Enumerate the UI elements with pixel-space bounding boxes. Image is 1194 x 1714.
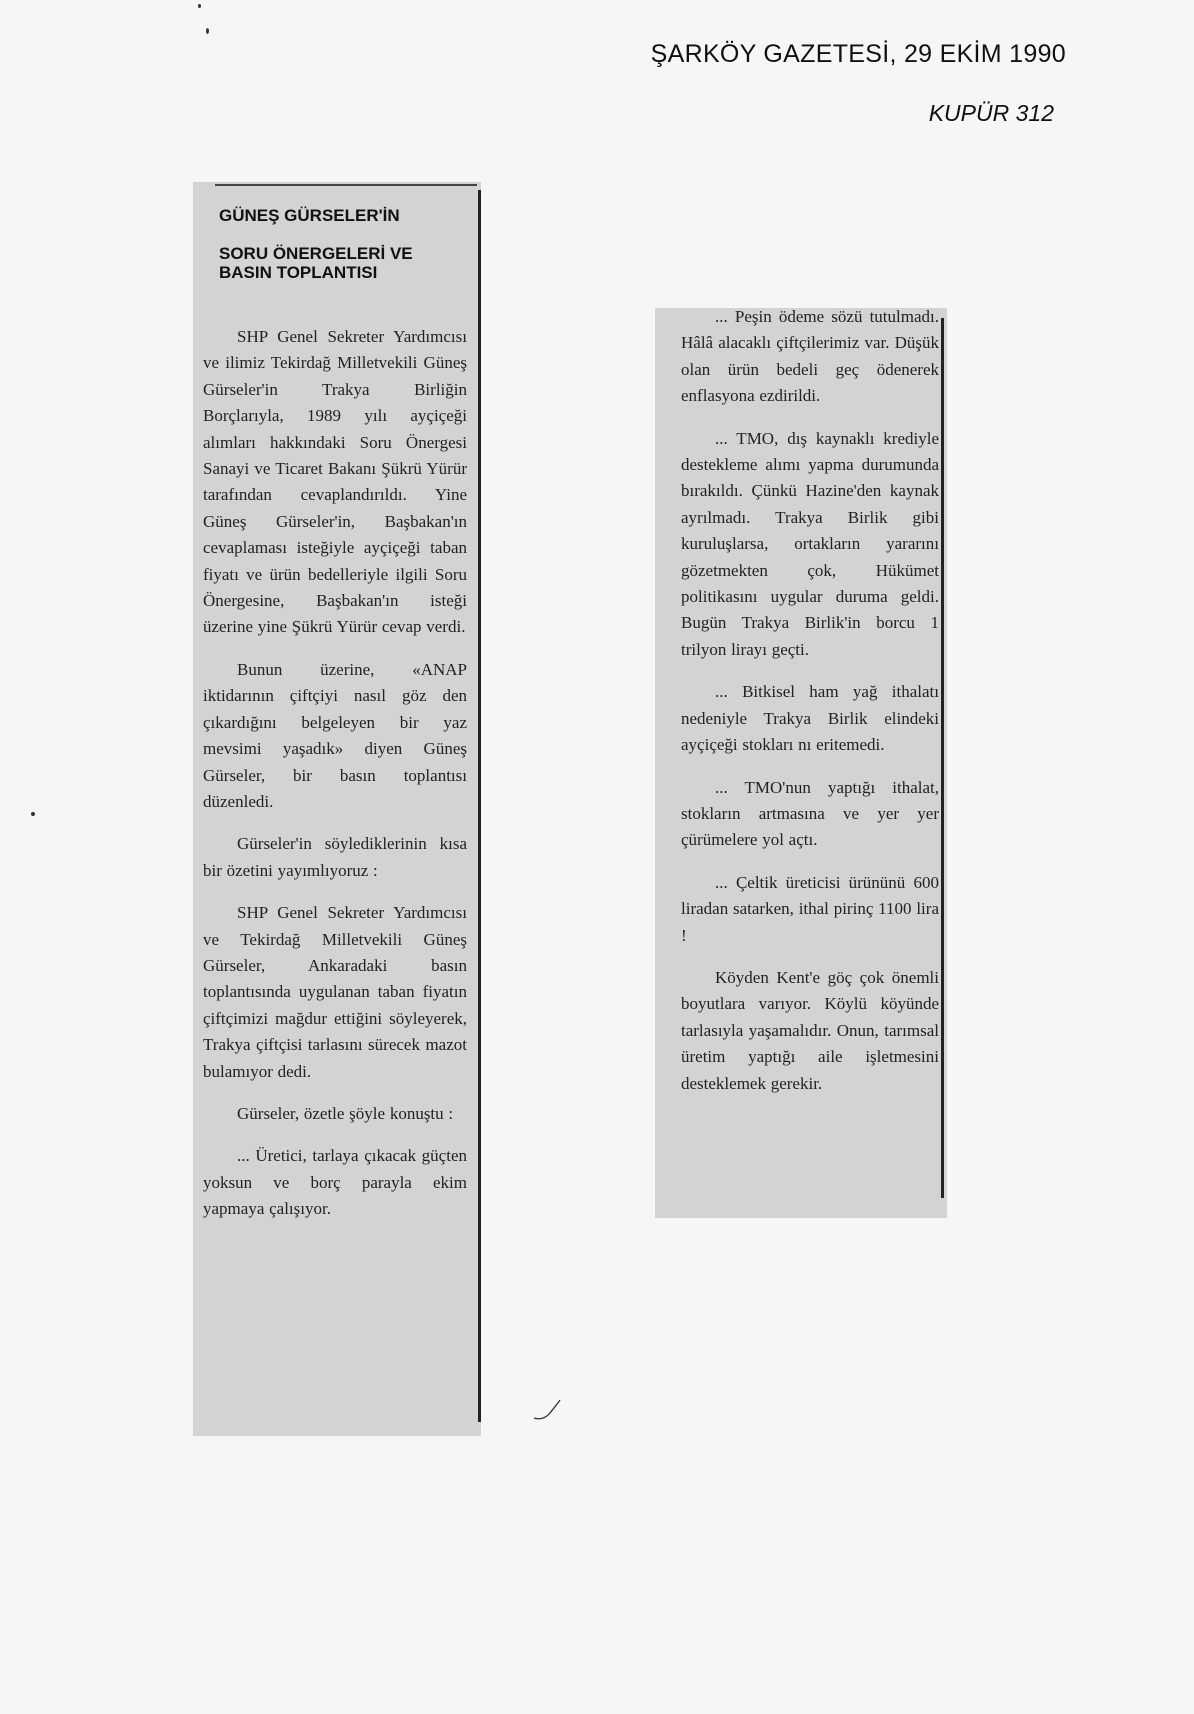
article-paragraph: ... Bitkisel ham yağ ithalatı nedeniyle Trakya Birlik elindeki ayçiçeği stokları nı eritemedi. xyxy=(681,682,939,755)
article-paragraph: Gürseler, özetle şöyle konuştu : xyxy=(237,1103,454,1123)
source-header: ŞARKÖY GAZETESİ, 29 EKİM 1990 xyxy=(650,40,1066,68)
column-right-rule xyxy=(941,318,944,1198)
pen-tick-mark xyxy=(532,1398,562,1422)
article-paragraph: ... TMO'nun yaptığı ithalat, stokların artmasına ve yer yer çürümelere yol açtı. xyxy=(681,777,939,850)
article-body-left xyxy=(203,324,467,1223)
scan-speck xyxy=(206,28,209,34)
column-top-rule xyxy=(215,184,477,186)
clipping-column-left xyxy=(193,182,481,1436)
article-paragraph: ... Peşin ödeme sözü tutulmadı. Hâlâ alacaklı çiftçilerimiz var. Düşük olan ürün bedeli geç ödenerek enflasyona ezdirildi. xyxy=(681,307,939,406)
clipping-number: KUPÜR 312 xyxy=(928,100,1054,126)
article-paragraph: SHP Genel Sekreter Yardımcısı ve Tekirdağ Milletvekili Güneş Gürseler, Ankaradaki basın toplantısında uygulanan taban fiyatın çiftçimizi mağdur ettiğini söyleyerek, Trakya çiftçisi tarlasını sürecek mazot bulamıyor dedi. xyxy=(203,903,467,1081)
article-paragraph: SHP Genel Sekreter Yardımcısı ve ilimiz Tekirdağ Milletvekili Güneş Gürseler'in Trakya Birliğin Borçlarıyla, 1989 yılı ayçiçeği alımları hakkındaki Soru Önergesi Sanayi ve Ticaret Bakanı Şükrü Yürür tarafından cevaplandırıldı. Yine Güneş Gürseler'in, Başbakan'ın cevaplaması isteğiyle ayçiçeği taban fiyatı ve ürün bedelleriyle ilgili Soru Önergesine, Başbakan'ın isteği üzerine yine Şükrü Yürür cevap verdi. xyxy=(203,327,467,637)
scan-speck xyxy=(198,4,201,8)
headline-line: GÜNEŞ GÜRSELER'İN xyxy=(219,206,400,225)
article-paragraph: ... TMO, dış kaynaklı krediyle destekleme alımı yapma durumunda bırakıldı. Çünkü Hazine'den kaynak ayrılmadı. Trakya Birlik gibi kuruluşlarsa, ortakların yararını gözetmekten çok, Hükümet politikasını uygular duruma geldi. Bugün Trakya Birlik'in borcu 1 trilyon lirayı geçti. xyxy=(681,428,939,659)
article-paragraph: Bunun üzerine, «ANAP iktidarının çiftçiyi nasıl göz den çıkardığını belgeleyen bir yaz mevsimi yaşadık» diyen Güneş Gürseler, bir basın toplantısı düzenledi. xyxy=(203,659,467,811)
clipping-column-right xyxy=(655,308,947,1218)
headline-line: BASIN TOPLANTISI xyxy=(219,263,378,282)
column-right-rule xyxy=(478,190,481,1422)
article-paragraph: Gürseler'in söylediklerinin kısa bir özetini yayımlıyoruz : xyxy=(203,834,467,880)
scan-speck xyxy=(31,812,35,816)
article-paragraph: ... Üretici, tarlaya çıkacak güçten yoksun ve borç parayla ekim yapmaya çalışıyor. xyxy=(203,1146,467,1219)
article-headline xyxy=(219,206,459,282)
article-body-right xyxy=(681,304,939,1097)
headline-line: SORU ÖNERGELERİ VE xyxy=(219,244,413,263)
article-paragraph: Köyden Kent'e göç çok önemli boyutlara varıyor. Köylü köyünde tarlasıyla yaşamalıdır. Onun, tarımsal üretim yaptığı aile işletmesini desteklemek gerekir. xyxy=(681,967,939,1093)
article-paragraph: ... Çeltik üreticisi ürününü 600 liradan satarken, ithal pirinç 1100 lira ! xyxy=(681,872,939,945)
